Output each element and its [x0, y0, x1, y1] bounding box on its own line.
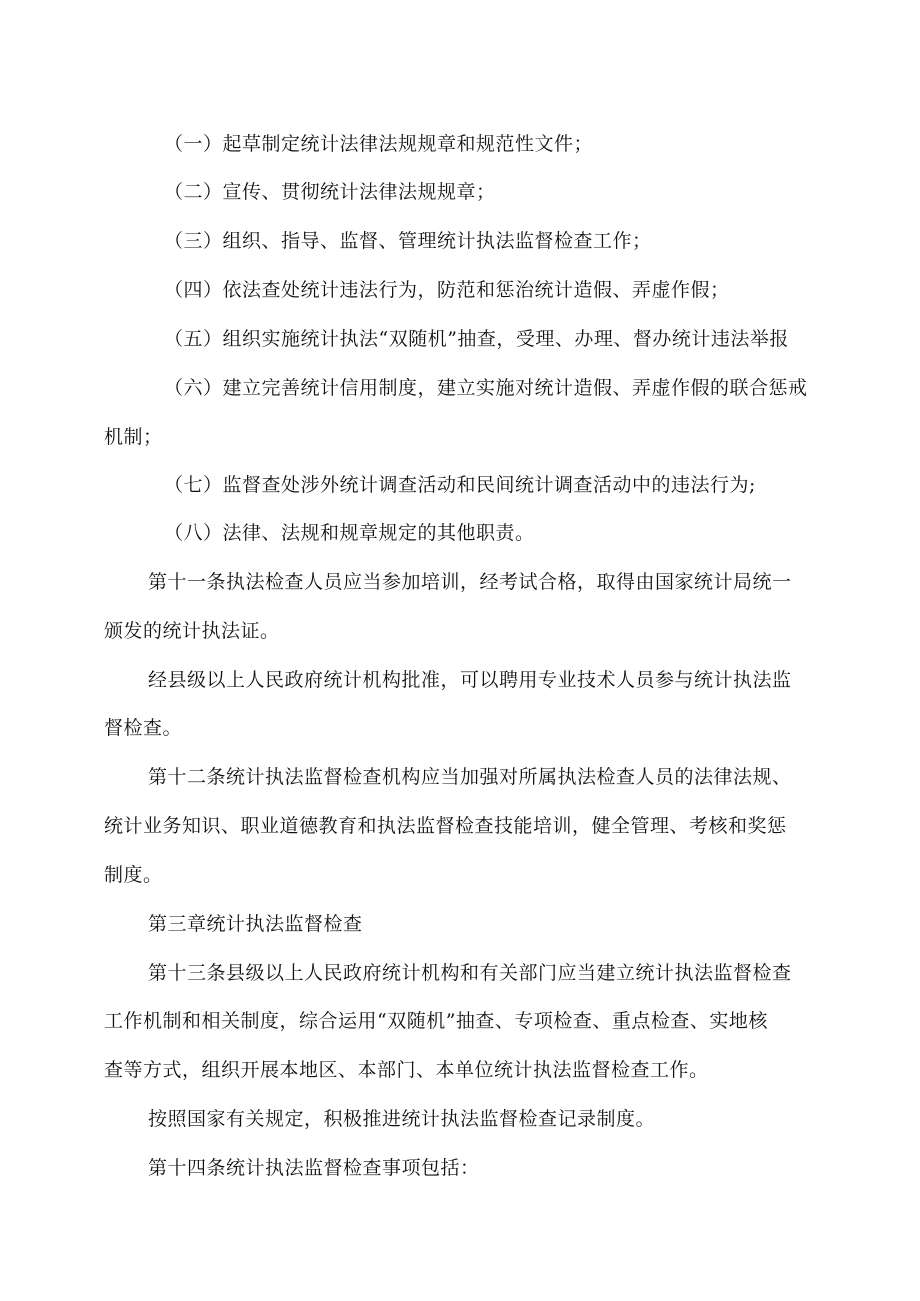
article-13-line-1: 第十三条县级以上人民政府统计机构和有关部门应当建立统计执法监督检查	[148, 962, 792, 984]
article-12-line-3: 制度。	[104, 864, 163, 886]
list-item-1: （一）起草制定统计法律法规规章和规范性文件；	[164, 133, 594, 155]
list-item-5: （五）组织实施统计执法“双随机”抽查，受理、办理、督办统计违法举报	[164, 328, 789, 350]
article-11-line-2: 颁发的统计执法证。	[104, 620, 280, 642]
chapter-3-title: 第三章统计执法监督检查	[148, 913, 363, 935]
list-item-4: （四）依法查处统计违法行为，防范和惩治统计造假、弄虚作假；	[164, 279, 730, 301]
article-11-p2-line-2: 督检查。	[104, 717, 183, 739]
article-13-line-2: 工作机制和相关制度，综合运用“双随机”抽查、专项检查、重点检查、实地核	[104, 1010, 768, 1032]
list-item-6-continuation: 机制；	[104, 426, 163, 448]
article-12-line-2: 统计业务知识、职业道德教育和执法监督检查技能培训，健全管理、考核和奖惩	[104, 815, 787, 837]
article-13-p2: 按照国家有关规定，积极推进统计执法监督检查记录制度。	[148, 1108, 656, 1130]
list-item-6: （六）建立完善统计信用制度，建立实施对统计造假、弄虚作假的联合惩戒	[164, 377, 808, 399]
list-item-7: （七）监督查处涉外统计调查活动和民间统计调查活动中的违法行为;	[164, 474, 756, 496]
list-item-2: （二）宣传、贯彻统计法律法规规章；	[164, 181, 496, 203]
article-14: 第十四条统计执法监督检查事项包括：	[148, 1157, 480, 1179]
list-item-3: （三）组织、指导、监督、管理统计执法监督检查工作；	[164, 230, 652, 252]
article-13-line-3: 查等方式，组织开展本地区、本部门、本单位统计执法监督检查工作。	[104, 1059, 709, 1081]
article-11-line-1: 第十一条执法检查人员应当参加培训，经考试合格，取得由国家统计局统一	[148, 571, 792, 593]
article-11-p2-line-1: 经县级以上人民政府统计机构批准，可以聘用专业技术人员参与统计执法监	[148, 669, 792, 691]
list-item-8: （八）法律、法规和规章规定的其他职责。	[164, 522, 535, 544]
article-12-line-1: 第十二条统计执法监督检查机构应当加强对所属执法检查人员的法律法规、	[148, 766, 792, 788]
